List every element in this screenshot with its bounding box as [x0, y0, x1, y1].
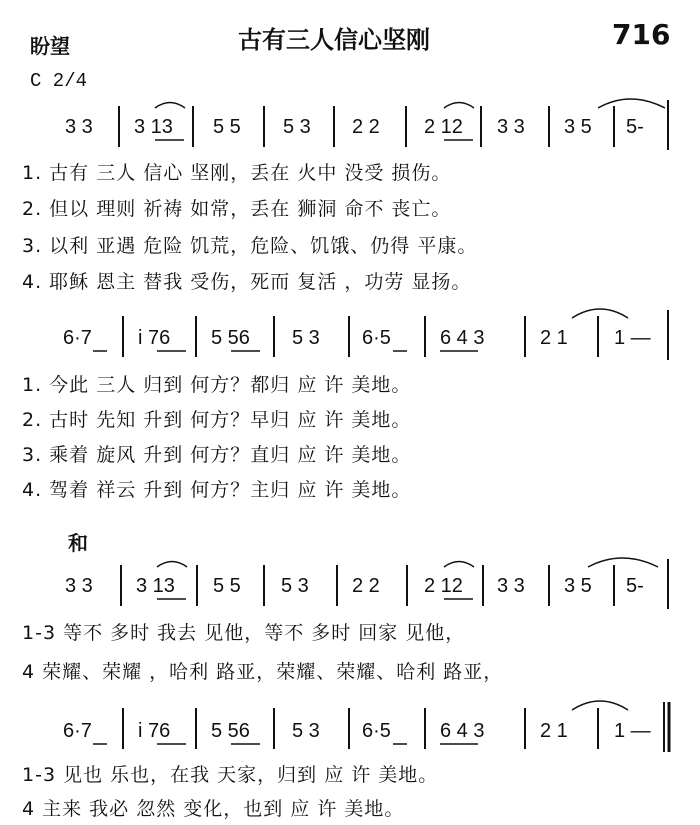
verse-lyric-line-4: 4. 耶稣 恩主 替我 受伤，死而 复活 ，功劳 显扬。 [22, 271, 472, 293]
chorus-r1-measure: 5 3 [281, 575, 309, 597]
hymn-number: 716 [612, 18, 671, 51]
verse-r1-measure: 3 13 [134, 116, 173, 138]
chorus-r2-measure: 6·5 [362, 720, 391, 742]
verse-lyric-line-3: 3. 以利 亚遇 危险 饥荒，危险、饥饿、仍得 平康。 [22, 235, 478, 257]
chorus-lyric-line-2: 4 荣耀、荣耀 ，哈利 路亚，荣耀、荣耀、哈利 路亚， [22, 661, 504, 683]
verse-r2-measure: 6 4 3 [440, 327, 485, 349]
slur [157, 562, 187, 568]
verse-r2-measure: 2 1 [540, 327, 568, 349]
verse-r1-measure: 3 5 [564, 116, 592, 138]
hymn-category: 盼望 [30, 34, 70, 58]
chorus-r1-measure: 3 5 [564, 575, 592, 597]
verse-lyric-line-7: 3. 乘着 旋风 升到 何方？直归 应 许 美地。 [22, 444, 412, 466]
verse-r1-measure: 5 3 [283, 116, 311, 138]
verse-r2-measure: 5 3 [292, 327, 320, 349]
verse-lyric-line-1: 1. 古有 三人 信心 坚刚，丢在 火中 没受 损伤。 [22, 162, 452, 184]
verse-r1-measure: 3 3 [65, 116, 93, 138]
chorus-r2-measure: 1 — [614, 720, 651, 742]
chorus-r1-measure: 3 3 [497, 575, 525, 597]
hymn-title: 古有三人信心坚刚 [238, 26, 430, 54]
verse-r1-measure: 2 2 [352, 116, 380, 138]
verse-r2-measure: 5 56 [211, 327, 250, 349]
tie [588, 558, 658, 567]
chorus-lyric-line-1: 1-3 等不 多时 我去 见他，等不 多时 回家 见他， [22, 622, 466, 644]
tie [572, 701, 628, 710]
verse-r2-measure: 6·5 [362, 327, 391, 349]
chorus-r1-measure: 3 3 [65, 575, 93, 597]
chorus-r2-measure: 2 1 [540, 720, 568, 742]
chorus-r2-measure: 6·7 [63, 720, 92, 742]
verse-lyric-line-5: 1. 今此 三人 归到 何方？都归 应 许 美地。 [22, 374, 412, 396]
verse-lyric-line-2: 2. 但以 理则 祈祷 如常，丢在 狮洞 命不 丧亡。 [22, 198, 452, 220]
chorus-lyric-line-3: 1-3 见也 乐也，在我 天家，归到 应 许 美地。 [22, 764, 439, 786]
verse-lyric-line-6: 2. 古时 先知 升到 何方？早归 应 许 美地。 [22, 409, 412, 431]
chorus-r2-measure: i 76 [138, 720, 171, 742]
verse-r1-measure: 2 12 [424, 116, 463, 138]
tie [598, 99, 665, 108]
chorus-r1-measure: 5 5 [213, 575, 241, 597]
chorus-label: 和 [68, 531, 88, 555]
chorus-r2-measure: 6 4 3 [440, 720, 485, 742]
chorus-r1-measure: 3 13 [136, 575, 175, 597]
verse-lyric-line-8: 4. 驾着 祥云 升到 何方？主归 应 许 美地。 [22, 479, 412, 501]
verse-r1-measure: 5- [626, 116, 644, 138]
verse-r2-measure: 1 — [614, 327, 651, 349]
chorus-r2-measure: 5 56 [211, 720, 250, 742]
tie [572, 309, 628, 318]
chorus-lyric-line-4: 4 主来 我必 忽然 变化，也到 应 许 美地。 [22, 798, 405, 820]
slur [444, 103, 474, 109]
verse-r2-measure: i 76 [138, 327, 171, 349]
verse-r1-measure: 5 5 [213, 116, 241, 138]
slur [155, 103, 185, 109]
slur [444, 562, 474, 568]
chorus-r1-measure: 5- [626, 575, 644, 597]
verse-r2-measure: 6·7 [63, 327, 92, 349]
chorus-r1-measure: 2 2 [352, 575, 380, 597]
chorus-r2-measure: 5 3 [292, 720, 320, 742]
chorus-r1-measure: 2 12 [424, 575, 463, 597]
key-signature: C 2/4 [30, 70, 88, 92]
verse-r1-measure: 3 3 [497, 116, 525, 138]
